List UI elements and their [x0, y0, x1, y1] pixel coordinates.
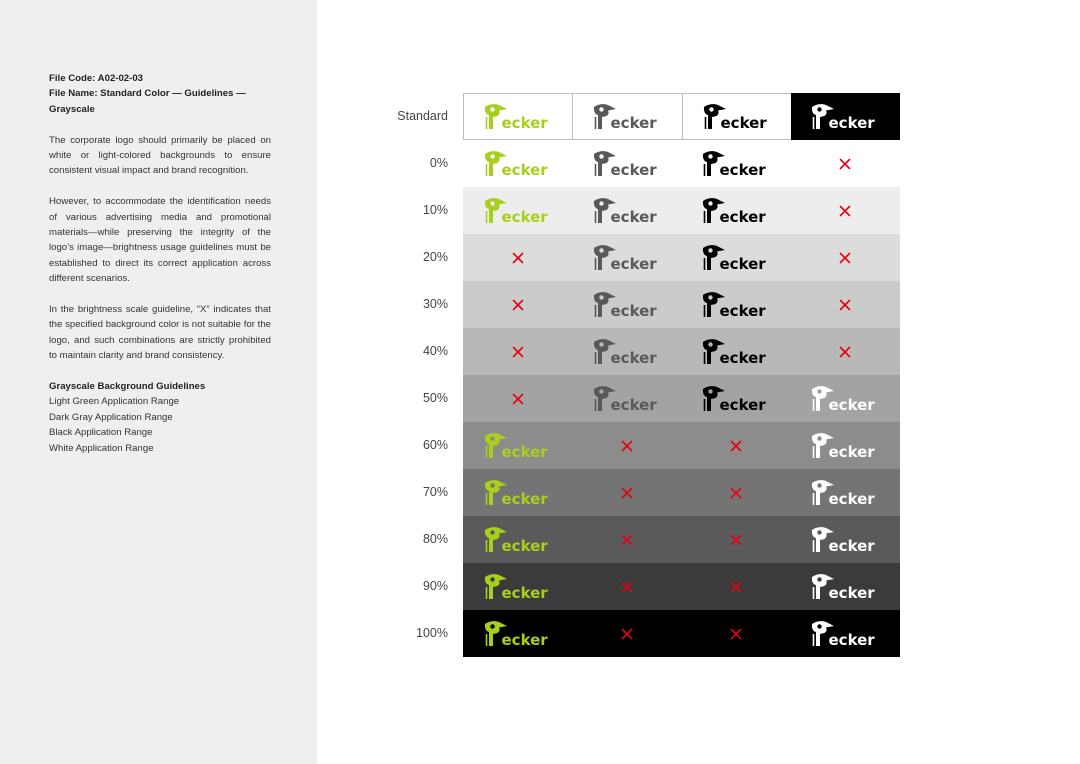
guideline-light-green: Light Green Application Range: [49, 396, 180, 408]
prohibited-x-icon: [839, 346, 851, 358]
grid-cell-white: [791, 93, 900, 140]
logo-wordmark: ecker: [610, 395, 657, 414]
logo-wordmark: ecker: [719, 301, 766, 320]
grid-cell-black: [682, 140, 791, 187]
row-label: 80%: [422, 532, 448, 546]
grid-cell-dark-gray: [572, 93, 681, 140]
logo-wordmark: ecker: [501, 489, 548, 508]
logo-wordmark: ecker: [719, 160, 766, 179]
pecker-logo-white: [809, 431, 881, 461]
grid-cell-black: [682, 93, 791, 140]
paragraph-logo-placement: The corporate logo should primarily be placed on white or light-colored backgrounds to ensure consistent visual impact and brand recognition.: [49, 134, 271, 177]
grid-cell-black: [682, 610, 791, 657]
grid-row-50pct: [422, 375, 900, 422]
grid-cell-dark-gray: [572, 140, 681, 187]
prohibited-x-icon: [730, 534, 742, 546]
grid-cell-white: [791, 328, 900, 375]
pecker-logo-light-green: [482, 525, 554, 555]
pecker-logo-white: [809, 525, 881, 555]
pecker-logo-black: [700, 243, 772, 273]
grid-cell-white: [791, 140, 900, 187]
pecker-logo-dark-gray: [591, 290, 663, 320]
grid-cell-black: [682, 234, 791, 281]
grid-cell-light-green: [463, 234, 572, 281]
grid-cell-white: [791, 234, 900, 281]
grid-cell-dark-gray: [572, 422, 681, 469]
grid-row-standard: [397, 93, 900, 140]
logo-wordmark: ecker: [828, 489, 876, 508]
row-label: 70%: [422, 485, 448, 499]
pecker-logo-black: [700, 196, 772, 226]
grayscale-grid: [397, 93, 900, 657]
row-label: 40%: [422, 344, 448, 358]
logo-wordmark: ecker: [720, 113, 767, 132]
pecker-logo-white: [809, 102, 881, 132]
logo-wordmark: ecker: [828, 583, 876, 602]
grid-cell-dark-gray: [572, 563, 681, 610]
logo-wordmark: ecker: [501, 630, 548, 649]
prohibited-x-icon: [730, 487, 742, 499]
pecker-logo-dark-gray: [591, 337, 663, 367]
prohibited-x-icon: [512, 252, 524, 264]
logo-wordmark: ecker: [610, 254, 657, 273]
logo-wordmark: ecker: [610, 348, 657, 367]
logo-wordmark: ecker: [828, 113, 876, 132]
logo-wordmark: ecker: [501, 160, 548, 179]
grid-cell-white: [791, 422, 900, 469]
grid-cell-white: [791, 610, 900, 657]
prohibited-x-icon: [621, 487, 633, 499]
pecker-logo-light-green: [482, 149, 554, 179]
grid-row-40pct: [422, 328, 900, 375]
grid-cell-black: [682, 422, 791, 469]
row-label: 100%: [416, 626, 448, 640]
pecker-logo-black: [700, 290, 772, 320]
row-label: 60%: [422, 438, 448, 452]
row-label: Standard: [397, 109, 448, 123]
pecker-logo-dark-gray: [591, 384, 663, 414]
grid-cell-black: [682, 281, 791, 328]
row-label: 0%: [429, 156, 448, 170]
grid-cell-black: [682, 516, 791, 563]
logo-wordmark: ecker: [610, 160, 657, 179]
grid-row-90pct: [422, 563, 900, 610]
pecker-logo-white: [809, 478, 881, 508]
logo-wordmark: ecker: [610, 113, 658, 132]
guideline-white: White Application Range: [49, 442, 154, 454]
grid-cell-white: [791, 516, 900, 563]
grid-cell-light-green: [463, 328, 572, 375]
logo-wordmark: ecker: [828, 630, 876, 649]
pecker-logo-black: [700, 149, 772, 179]
prohibited-x-icon: [621, 581, 633, 593]
grid-cell-black: [682, 469, 791, 516]
grid-cell-dark-gray: [572, 281, 681, 328]
row-label: 50%: [422, 391, 448, 405]
prohibited-x-icon: [621, 628, 633, 640]
pecker-logo-black: [700, 337, 772, 367]
pecker-logo-light-green: [482, 196, 554, 226]
prohibited-x-icon: [621, 534, 633, 546]
guideline-dark-gray: Dark Gray Application Range: [49, 411, 173, 423]
logo-wordmark: ecker: [828, 442, 876, 461]
grid-cell-white: [791, 375, 900, 422]
grid-cell-light-green: [463, 140, 572, 187]
grid-cell-black: [682, 328, 791, 375]
logo-wordmark: ecker: [501, 442, 548, 461]
logo-wordmark: ecker: [719, 207, 766, 226]
grid-row-30pct: [422, 281, 900, 328]
grid-cell-light-green: [463, 469, 572, 516]
pecker-logo-light-green: [482, 619, 554, 649]
row-label: 30%: [422, 297, 448, 311]
grid-cell-white: [791, 187, 900, 234]
grid-cell-light-green: [463, 281, 572, 328]
grid-cell-dark-gray: [572, 469, 681, 516]
pecker-logo-white: [809, 619, 881, 649]
paragraph-x-meaning: In the brightness scale guideline, “X” indicates that the specified background color is not suitable for the logo, and such combinations are strictly prohibited to maintain clarity and brand consistency.: [49, 304, 271, 362]
prohibited-x-icon: [839, 205, 851, 217]
pecker-logo-dark-gray: [591, 149, 663, 179]
prohibited-x-icon: [839, 252, 851, 264]
grid-cell-dark-gray: [572, 610, 681, 657]
logo-wordmark: ecker: [501, 583, 548, 602]
logo-wordmark: ecker: [610, 207, 657, 226]
grid-row-10pct: [422, 187, 900, 234]
grid-row-80pct: [422, 516, 900, 563]
prohibited-x-icon: [839, 299, 851, 311]
logo-wordmark: ecker: [828, 536, 876, 555]
paragraph-brightness-guidelines: However, to accommodate the identification needs of various advertising media and promotional materials—while preserving the integrity of the logo’s image—brightness usage guidelines must be established to direct its correct application across different scenarios.: [49, 196, 271, 285]
file-code: File Code: A02-02-03: [49, 73, 144, 84]
guidelines-heading: Grayscale Background Guidelines: [49, 381, 206, 393]
grid-cell-light-green: [463, 516, 572, 563]
grid-cell-light-green: [463, 422, 572, 469]
grid-cell-light-green: [463, 610, 572, 657]
grid-row-100pct: [416, 610, 900, 657]
grid-row-20pct: [422, 234, 900, 281]
grid-cell-light-green: [463, 93, 572, 140]
grid-cell-black: [682, 375, 791, 422]
grid-cell-dark-gray: [572, 375, 681, 422]
pecker-logo-black: [700, 384, 772, 414]
grid-row-60pct: [422, 422, 900, 469]
pecker-logo-dark-gray: [591, 102, 663, 132]
logo-wordmark: ecker: [719, 254, 766, 273]
prohibited-x-icon: [730, 440, 742, 452]
grid-row-70pct: [422, 469, 900, 516]
logo-wordmark: ecker: [501, 536, 548, 555]
grid-cell-light-green: [463, 375, 572, 422]
grid-cell-light-green: [463, 187, 572, 234]
logo-wordmark: ecker: [828, 395, 876, 414]
prohibited-x-icon: [730, 581, 742, 593]
pecker-logo-light-green: [482, 431, 554, 461]
pecker-logo-dark-gray: [591, 196, 663, 226]
grid-cell-black: [682, 563, 791, 610]
logo-wordmark: ecker: [610, 301, 657, 320]
logo-wordmark: ecker: [501, 207, 548, 226]
prohibited-x-icon: [512, 393, 524, 405]
prohibited-x-icon: [839, 158, 851, 170]
grid-cell-white: [791, 563, 900, 610]
pecker-logo-white: [809, 384, 881, 414]
pecker-logo-dark-gray: [591, 243, 663, 273]
prohibited-x-icon: [512, 346, 524, 358]
grid-cell-dark-gray: [572, 234, 681, 281]
pecker-logo-black: [701, 102, 773, 132]
row-label: 10%: [422, 203, 448, 217]
guideline-text: [49, 71, 271, 456]
logo-wordmark: ecker: [719, 348, 766, 367]
grid-cell-white: [791, 469, 900, 516]
guideline-black: Black Application Range: [49, 427, 153, 439]
logo-wordmark: ecker: [501, 113, 548, 132]
grid-cell-dark-gray: [572, 187, 681, 234]
row-label: 90%: [422, 579, 448, 593]
pecker-logo-white: [809, 572, 881, 602]
grid-row-0pct: [429, 140, 900, 187]
grid-cell-white: [791, 281, 900, 328]
logo-wordmark: ecker: [719, 395, 766, 414]
file-name: File Name: Standard Color — Guidelines — Grayscale: [49, 88, 246, 115]
grid-cell-light-green: [463, 563, 572, 610]
grid-cell-dark-gray: [572, 328, 681, 375]
row-label: 20%: [422, 250, 448, 264]
prohibited-x-icon: [730, 628, 742, 640]
pecker-logo-light-green: [482, 572, 554, 602]
pecker-logo-light-green: [482, 478, 554, 508]
prohibited-x-icon: [512, 299, 524, 311]
grid-cell-black: [682, 187, 791, 234]
pecker-logo-light-green: [482, 102, 554, 132]
grid-cell-dark-gray: [572, 516, 681, 563]
prohibited-x-icon: [621, 440, 633, 452]
